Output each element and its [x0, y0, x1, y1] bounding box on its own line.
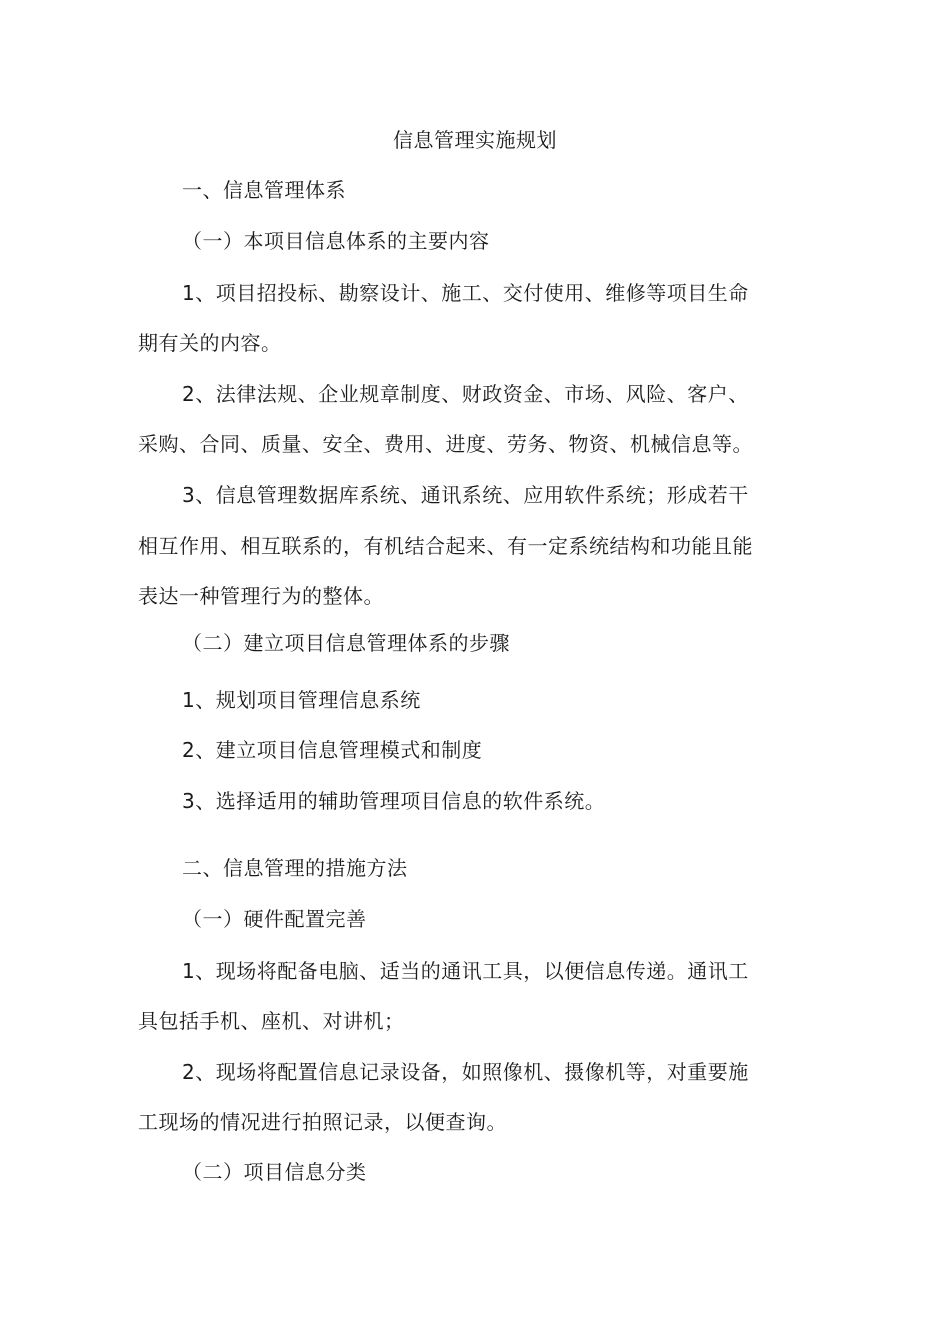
section-heading-2: 二、信息管理的措施方法 [182, 856, 408, 880]
paragraph-line: 具包括手机、座机、对讲机； [138, 1009, 405, 1033]
list-item: 3、选择适用的辅助管理项目信息的软件系统。 [182, 789, 606, 813]
list-item: 2、建立项目信息管理模式和制度 [182, 738, 483, 762]
paragraph-line: 相互作用、相互联系的，有机结合起来、有一定系统结构和功能且能 [138, 534, 753, 558]
paragraph-line: 2、法律法规、企业规章制度、财政资金、市场、风险、客户、 [182, 382, 749, 406]
subsection-heading-1-1: （一）本项目信息体系的主要内容 [182, 229, 490, 253]
section-heading-1: 一、信息管理体系 [182, 178, 346, 202]
paragraph-line: 表达一种管理行为的整体。 [138, 584, 384, 608]
paragraph-line: 1、现场将配备电脑、适当的通讯工具，以便信息传递。通讯工 [182, 959, 749, 983]
document-title: 信息管理实施规划 [393, 128, 557, 152]
paragraph-line: 2、现场将配置信息记录设备，如照像机、摄像机等，对重要施 [182, 1060, 749, 1084]
subsection-heading-2-2: （二）项目信息分类 [182, 1160, 367, 1184]
subsection-heading-1-2: （二）建立项目信息管理体系的步骤 [182, 631, 510, 655]
subsection-heading-2-1: （一）硬件配置完善 [182, 907, 367, 931]
paragraph-line: 工现场的情况进行拍照记录，以便查询。 [138, 1110, 507, 1134]
paragraph-line: 采购、合同、质量、安全、费用、进度、劳务、物资、机械信息等。 [138, 432, 753, 456]
paragraph-line: 1、项目招投标、勘察设计、施工、交付使用、维修等项目生命 [182, 281, 749, 305]
list-item: 1、规划项目管理信息系统 [182, 688, 421, 712]
paragraph-line: 3、信息管理数据库系统、通讯系统、应用软件系统；形成若干 [182, 483, 749, 507]
paragraph-line: 期有关的内容。 [138, 331, 282, 355]
